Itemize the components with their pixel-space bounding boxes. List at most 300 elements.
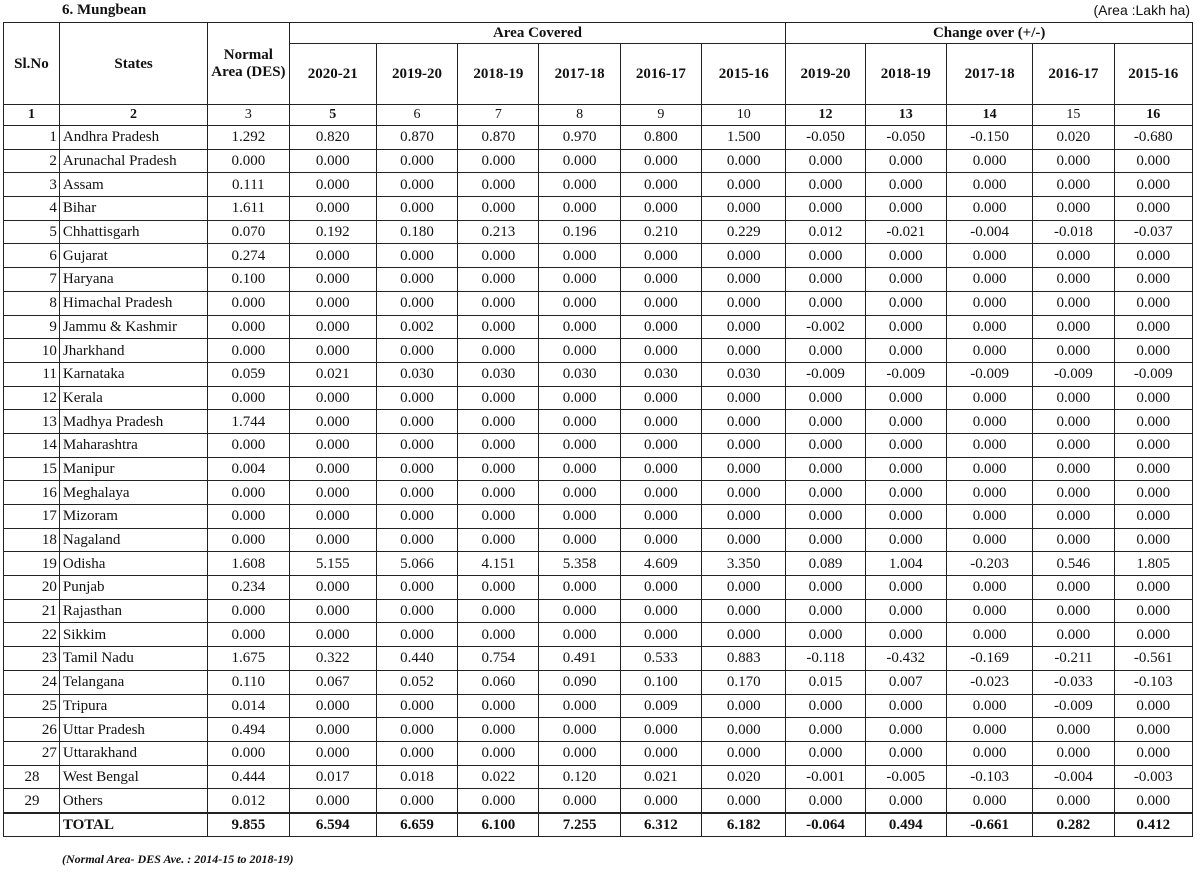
row-value: 0.000: [786, 599, 865, 623]
row-value: 0.000: [786, 528, 865, 552]
row-value: 0.000: [1033, 268, 1114, 292]
row-value: 0.000: [289, 481, 376, 505]
row-value: 0.000: [458, 433, 539, 457]
row-value: 0.000: [1114, 386, 1192, 410]
row-value: 0.000: [1114, 173, 1192, 197]
row-value: 0.000: [208, 291, 289, 315]
row-value: 0.000: [702, 386, 786, 410]
row-slno: 20: [4, 576, 60, 600]
row-value: 0.000: [1033, 410, 1114, 434]
row-value: 5.358: [539, 552, 620, 576]
row-value: 0.000: [1033, 505, 1114, 529]
row-value: -0.009: [786, 362, 865, 386]
row-value: 0.000: [786, 291, 865, 315]
row-value: 0.000: [539, 315, 620, 339]
row-value: 0.000: [865, 457, 946, 481]
row-value: 0.020: [1033, 126, 1114, 150]
row-value: 0.000: [376, 149, 457, 173]
row-value: -0.150: [946, 126, 1032, 150]
row-state: Karnataka: [59, 362, 207, 386]
row-value: 0.000: [289, 386, 376, 410]
row-value: 0.000: [539, 741, 620, 765]
row-value: 0.000: [865, 433, 946, 457]
row-value: 0.000: [458, 789, 539, 813]
column-number: 5: [289, 105, 376, 126]
row-value: 0.000: [208, 149, 289, 173]
header-change-year: 2017-18: [946, 44, 1032, 105]
row-slno: 4: [4, 197, 60, 221]
row-value: 0.000: [458, 694, 539, 718]
row-value: 0.000: [289, 623, 376, 647]
row-slno: 23: [4, 647, 60, 671]
row-value: -0.432: [865, 647, 946, 671]
row-state: Telangana: [59, 670, 207, 694]
table-row: [4, 149, 1193, 173]
table-row: [4, 433, 1193, 457]
row-value: 0.000: [208, 528, 289, 552]
row-value: -0.211: [1033, 647, 1114, 671]
row-value: 0.000: [620, 505, 701, 529]
row-state: Uttarakhand: [59, 741, 207, 765]
column-number: 1: [4, 105, 60, 126]
row-value: -0.009: [1033, 362, 1114, 386]
table-row: [4, 197, 1193, 221]
table-row: [4, 765, 1193, 789]
row-value: 0.000: [458, 576, 539, 600]
row-value: 0.000: [376, 244, 457, 268]
column-number: 6: [376, 105, 457, 126]
table-row: [4, 741, 1193, 765]
row-value: 0.000: [946, 576, 1032, 600]
table-row: [4, 670, 1193, 694]
row-value: 0.000: [1033, 173, 1114, 197]
row-value: 0.000: [539, 410, 620, 434]
row-value: 0.000: [786, 197, 865, 221]
row-value: 0.000: [1114, 433, 1192, 457]
row-value: 0.000: [946, 386, 1032, 410]
row-state: Assam: [59, 173, 207, 197]
row-value: 0.000: [289, 528, 376, 552]
row-slno: 1: [4, 126, 60, 150]
row-value: 0.000: [1114, 741, 1192, 765]
row-value: -0.033: [1033, 670, 1114, 694]
row-value: 0.000: [1033, 244, 1114, 268]
row-value: 0.000: [946, 149, 1032, 173]
row-value: -0.002: [786, 315, 865, 339]
row-slno: 2: [4, 149, 60, 173]
row-value: 0.000: [458, 149, 539, 173]
row-value: -0.680: [1114, 126, 1192, 150]
row-value: 0.000: [946, 481, 1032, 505]
row-slno: 13: [4, 410, 60, 434]
row-value: 0.000: [865, 149, 946, 173]
row-value: 0.000: [1033, 433, 1114, 457]
row-slno: 21: [4, 599, 60, 623]
row-state: West Bengal: [59, 765, 207, 789]
row-value: 0.000: [376, 694, 457, 718]
header-states: States: [59, 23, 207, 105]
table-row: [4, 481, 1193, 505]
row-state: Nagaland: [59, 528, 207, 552]
row-value: 0.000: [1114, 528, 1192, 552]
row-slno: 22: [4, 623, 60, 647]
row-slno: 14: [4, 433, 60, 457]
row-value: 0.000: [702, 433, 786, 457]
row-value: 0.000: [1114, 694, 1192, 718]
row-value: 0.000: [865, 528, 946, 552]
row-value: 0.067: [289, 670, 376, 694]
row-value: 0.000: [289, 599, 376, 623]
row-value: 0.000: [458, 457, 539, 481]
row-value: 0.120: [539, 765, 620, 789]
row-value: 0.000: [289, 291, 376, 315]
total-label: TOTAL: [59, 813, 207, 837]
header-change-year: 2018-19: [865, 44, 946, 105]
row-value: 0.000: [1114, 576, 1192, 600]
row-value: 0.000: [1033, 197, 1114, 221]
row-value: 0.000: [702, 457, 786, 481]
row-value: 0.000: [786, 623, 865, 647]
row-value: 0.000: [1033, 623, 1114, 647]
row-value: 0.000: [208, 481, 289, 505]
row-value: 0.000: [539, 339, 620, 363]
row-state: Madhya Pradesh: [59, 410, 207, 434]
row-value: -0.005: [865, 765, 946, 789]
row-state: Others: [59, 789, 207, 813]
row-value: 0.000: [376, 268, 457, 292]
row-value: 0.059: [208, 362, 289, 386]
row-value: 0.000: [865, 599, 946, 623]
row-value: 0.000: [208, 315, 289, 339]
table-row: [4, 694, 1193, 718]
row-value: 0.000: [458, 244, 539, 268]
row-value: 0.494: [208, 718, 289, 742]
row-value: 0.000: [1114, 339, 1192, 363]
row-value: 0.000: [786, 410, 865, 434]
row-value: 0.000: [702, 410, 786, 434]
row-value: 0.000: [620, 433, 701, 457]
total-value: -0.064: [786, 813, 865, 837]
row-value: 0.000: [946, 789, 1032, 813]
row-value: 0.000: [208, 433, 289, 457]
row-value: -0.169: [946, 647, 1032, 671]
row-value: 0.000: [376, 457, 457, 481]
total-value: 0.282: [1033, 813, 1114, 837]
row-value: 0.000: [946, 244, 1032, 268]
table-row: [4, 339, 1193, 363]
row-value: 0.000: [289, 410, 376, 434]
row-value: 0.002: [376, 315, 457, 339]
total-value: 6.182: [702, 813, 786, 837]
row-value: 0.000: [620, 599, 701, 623]
header-area-covered: Area Covered: [289, 23, 786, 44]
row-value: 0.000: [702, 244, 786, 268]
total-row: [4, 813, 1193, 837]
row-value: 0.000: [376, 386, 457, 410]
row-value: 0.274: [208, 244, 289, 268]
row-value: 0.000: [1033, 386, 1114, 410]
row-state: Meghalaya: [59, 481, 207, 505]
row-value: 0.000: [702, 481, 786, 505]
row-value: 0.000: [539, 694, 620, 718]
row-value: 0.000: [458, 291, 539, 315]
row-value: 0.210: [620, 220, 701, 244]
row-value: 0.000: [786, 718, 865, 742]
row-value: 0.000: [786, 741, 865, 765]
row-value: 0.000: [1033, 315, 1114, 339]
row-value: -0.561: [1114, 647, 1192, 671]
row-value: 0.012: [786, 220, 865, 244]
header-change-year: 2019-20: [786, 44, 865, 105]
row-value: 1.004: [865, 552, 946, 576]
row-state: Mizoram: [59, 505, 207, 529]
total-value: 0.494: [865, 813, 946, 837]
row-value: 0.000: [786, 694, 865, 718]
row-value: 0.000: [458, 623, 539, 647]
column-number: 3: [208, 105, 289, 126]
row-value: 0.000: [786, 149, 865, 173]
row-slno: 27: [4, 741, 60, 765]
row-state: Haryana: [59, 268, 207, 292]
row-value: 0.000: [620, 244, 701, 268]
row-value: 0.014: [208, 694, 289, 718]
row-value: 0.000: [289, 339, 376, 363]
row-slno: 7: [4, 268, 60, 292]
row-value: 0.000: [946, 173, 1032, 197]
row-value: 0.000: [946, 741, 1032, 765]
header-normal-area: Normal Area (DES): [208, 23, 289, 105]
row-value: 0.000: [1114, 623, 1192, 647]
row-value: 0.000: [376, 623, 457, 647]
row-value: -0.023: [946, 670, 1032, 694]
row-value: 0.000: [620, 173, 701, 197]
row-value: 0.007: [865, 670, 946, 694]
row-value: 0.000: [1114, 457, 1192, 481]
row-value: 0.000: [702, 741, 786, 765]
total-value: 0.412: [1114, 813, 1192, 837]
row-value: 0.000: [539, 433, 620, 457]
row-value: 0.000: [702, 173, 786, 197]
row-value: 0.000: [289, 741, 376, 765]
row-value: 0.000: [946, 339, 1032, 363]
row-value: 0.000: [1033, 149, 1114, 173]
row-value: 0.970: [539, 126, 620, 150]
row-state: Rajasthan: [59, 599, 207, 623]
total-value: 6.659: [376, 813, 457, 837]
row-value: -0.009: [1114, 362, 1192, 386]
total-slno: [4, 813, 60, 837]
row-value: 0.000: [289, 268, 376, 292]
row-value: 0.883: [702, 647, 786, 671]
total-value: 7.255: [539, 813, 620, 837]
row-state: Manipur: [59, 457, 207, 481]
row-value: 0.000: [1033, 599, 1114, 623]
row-value: 0.060: [458, 670, 539, 694]
row-slno: 16: [4, 481, 60, 505]
row-value: 0.000: [786, 386, 865, 410]
total-value: 6.312: [620, 813, 701, 837]
row-value: 0.000: [376, 718, 457, 742]
row-value: 0.000: [865, 173, 946, 197]
row-value: 0.000: [289, 457, 376, 481]
row-slno: 8: [4, 291, 60, 315]
row-value: 0.000: [539, 197, 620, 221]
table-row: [4, 173, 1193, 197]
row-value: 0.000: [458, 268, 539, 292]
row-value: 1.500: [702, 126, 786, 150]
row-value: 0.754: [458, 647, 539, 671]
row-slno: 15: [4, 457, 60, 481]
row-value: 0.000: [1033, 481, 1114, 505]
row-value: 0.000: [865, 576, 946, 600]
row-value: 0.000: [786, 789, 865, 813]
header-change-year: 2015-16: [1114, 44, 1192, 105]
row-value: 0.000: [702, 694, 786, 718]
row-value: 0.000: [458, 528, 539, 552]
header-area-year: 2015-16: [702, 44, 786, 105]
row-value: 0.820: [289, 126, 376, 150]
row-value: 0.030: [458, 362, 539, 386]
row-value: 0.000: [539, 789, 620, 813]
row-state: Sikkim: [59, 623, 207, 647]
row-slno: 3: [4, 173, 60, 197]
row-value: 0.000: [1033, 789, 1114, 813]
row-value: 0.000: [376, 481, 457, 505]
row-value: 0.000: [620, 386, 701, 410]
row-value: 0.000: [786, 173, 865, 197]
row-state: Tamil Nadu: [59, 647, 207, 671]
row-value: 0.229: [702, 220, 786, 244]
row-value: 0.546: [1033, 552, 1114, 576]
row-value: 0.000: [702, 576, 786, 600]
row-value: 0.000: [865, 718, 946, 742]
row-value: 0.000: [702, 599, 786, 623]
row-value: 0.000: [289, 433, 376, 457]
table-row: [4, 647, 1193, 671]
row-value: 5.066: [376, 552, 457, 576]
row-value: 0.000: [865, 197, 946, 221]
row-value: -0.004: [1033, 765, 1114, 789]
row-value: 0.000: [376, 410, 457, 434]
row-value: 0.000: [946, 315, 1032, 339]
row-value: -0.004: [946, 220, 1032, 244]
row-value: 0.196: [539, 220, 620, 244]
row-value: 0.000: [1114, 481, 1192, 505]
row-value: 0.322: [289, 647, 376, 671]
row-value: 0.000: [376, 197, 457, 221]
row-value: 0.000: [620, 268, 701, 292]
row-value: 0.000: [786, 268, 865, 292]
row-value: 0.000: [539, 528, 620, 552]
row-slno: 11: [4, 362, 60, 386]
row-value: -0.009: [946, 362, 1032, 386]
row-value: 0.000: [946, 694, 1032, 718]
row-value: 0.000: [702, 291, 786, 315]
table-row: [4, 362, 1193, 386]
row-value: 0.000: [1114, 789, 1192, 813]
row-value: 0.000: [946, 528, 1032, 552]
row-state: Jammu & Kashmir: [59, 315, 207, 339]
row-slno: 24: [4, 670, 60, 694]
row-value: 0.870: [376, 126, 457, 150]
row-value: 0.000: [620, 576, 701, 600]
row-value: 0.000: [458, 173, 539, 197]
row-value: 0.000: [289, 789, 376, 813]
row-value: 0.000: [946, 291, 1032, 315]
row-value: 0.020: [702, 765, 786, 789]
row-value: 0.000: [208, 741, 289, 765]
table-row: [4, 718, 1193, 742]
row-value: 0.100: [620, 670, 701, 694]
row-state: Arunachal Pradesh: [59, 149, 207, 173]
row-value: 0.000: [946, 718, 1032, 742]
row-value: 0.000: [208, 339, 289, 363]
row-value: 0.000: [376, 576, 457, 600]
row-value: 0.000: [702, 505, 786, 529]
column-number: 8: [539, 105, 620, 126]
column-number: 14: [946, 105, 1032, 126]
row-slno: 26: [4, 718, 60, 742]
row-value: 0.000: [702, 528, 786, 552]
row-value: -0.037: [1114, 220, 1192, 244]
table-row: [4, 552, 1193, 576]
header-slno: Sl.No: [4, 23, 60, 105]
row-value: 0.000: [1114, 315, 1192, 339]
row-value: 0.000: [208, 599, 289, 623]
row-value: 0.000: [865, 315, 946, 339]
row-value: 0.000: [620, 457, 701, 481]
row-value: 0.000: [865, 741, 946, 765]
row-value: 0.000: [946, 457, 1032, 481]
row-value: 0.000: [1033, 741, 1114, 765]
table-row: [4, 576, 1193, 600]
row-value: 0.000: [376, 339, 457, 363]
header-area-year: 2018-19: [458, 44, 539, 105]
row-value: -0.050: [786, 126, 865, 150]
total-value: -0.661: [946, 813, 1032, 837]
row-value: 0.000: [620, 481, 701, 505]
row-value: 0.000: [620, 789, 701, 813]
row-value: 0.022: [458, 765, 539, 789]
row-slno: 18: [4, 528, 60, 552]
row-value: 0.000: [376, 789, 457, 813]
header-area-year: 2017-18: [539, 44, 620, 105]
row-value: 0.000: [620, 718, 701, 742]
row-value: 0.000: [458, 315, 539, 339]
table-row: [4, 126, 1193, 150]
row-value: -0.103: [946, 765, 1032, 789]
row-value: 0.000: [539, 481, 620, 505]
row-value: 0.018: [376, 765, 457, 789]
row-state: Jharkhand: [59, 339, 207, 363]
table-row: [4, 623, 1193, 647]
row-value: 0.000: [786, 339, 865, 363]
row-value: 0.000: [376, 291, 457, 315]
row-value: 0.015: [786, 670, 865, 694]
row-value: 0.017: [289, 765, 376, 789]
row-value: 0.000: [539, 505, 620, 529]
table-row: [4, 410, 1193, 434]
row-value: 0.000: [946, 268, 1032, 292]
column-number: 9: [620, 105, 701, 126]
row-value: 0.000: [376, 741, 457, 765]
row-value: 0.000: [376, 433, 457, 457]
header-area-year: 2020-21: [289, 44, 376, 105]
row-state: Chhattisgarh: [59, 220, 207, 244]
footnote: (Normal Area- DES Ave. : 2014-15 to 2018-19): [62, 852, 294, 866]
table-row: [4, 220, 1193, 244]
row-value: 0.000: [865, 481, 946, 505]
